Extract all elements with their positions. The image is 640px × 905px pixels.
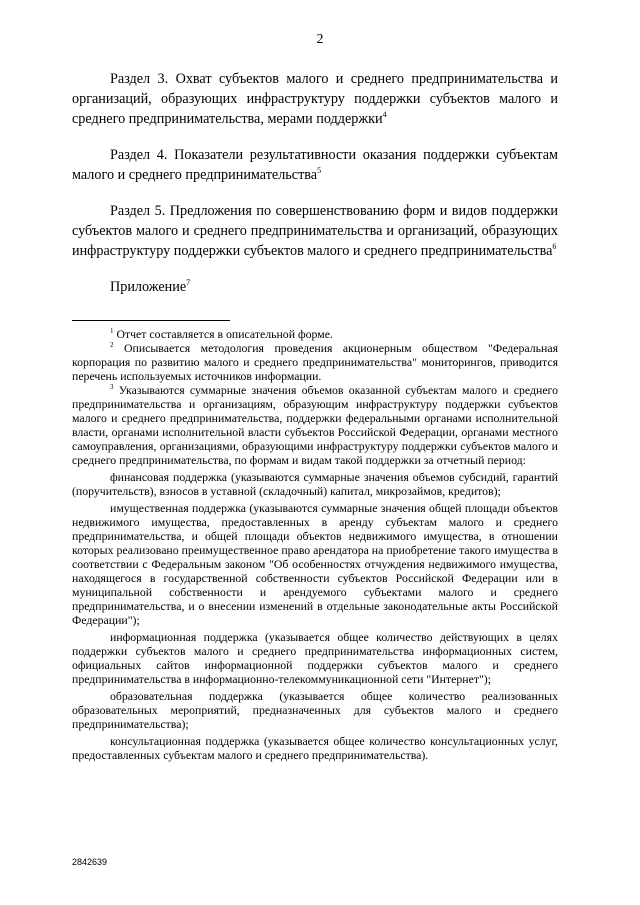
footnote-3-text: Указываются суммарные значения объемов оказанной субъектам малого и среднего предпринимательства и организациям, образующим инфраструктуру поддержки субъектов малого и среднего предпринимательства, поддержки федеральными органами исполнительной власти, органами исполнительной власти субъектов Российской Федерации, органами местного самоуправления, организациями, образующими инфраструктуру поддержки субъектов малого и среднего предпринимательства, по формам и видам такой поддержки за отчетный период: <box>72 383 558 467</box>
support-educational: образовательная поддержка (указывается общее количество реализованных образовательных мероприятий, предназначенных для субъектов малого и среднего предпринимательства); <box>72 689 558 731</box>
footnote-separator <box>72 320 230 321</box>
support-property: имущественная поддержка (указываются суммарные значения общей площади объектов недвижимого имущества, предоставленных в аренду субъектам малого и среднего предпринимательства, и общей площади объектов недвижимого имущества, в отношении которых реализовано преимущественное право арендатора на приобретение такого имущества в соответствии с Федеральным законом "Об особенностях отчуждения недвижимого имущества, находящегося в государственной собственности субъектов Российской Федерации или в муниципальной собственности и арендуемого субъектами малого и среднего предпринимательства, и о внесении изменений в отдельные законодательные акты Российской Федерации"); <box>72 501 558 627</box>
section-3 <box>72 69 558 129</box>
footnote-2 <box>72 341 558 383</box>
page-number: 2 <box>316 32 324 47</box>
footnote-1 <box>72 327 558 341</box>
section-5-text: Раздел 5. Предложения по совершенствованию форм и видов поддержки субъектов малого и среднего предпринимательства и организаций, образующих инфраструктуру поддержки субъектов малого и среднего предпринимательства <box>72 203 558 259</box>
footnote-1-mark: 1 <box>110 327 114 335</box>
footnote-ref-7: 7 <box>186 278 191 287</box>
section-list <box>72 69 558 313</box>
section-4-text: Раздел 4. Показатели результативности оказания поддержки субъектам малого и среднего предпринимательства <box>72 147 558 183</box>
footnote-3-mark: 3 <box>110 383 114 391</box>
appendix-text: Приложение <box>110 279 187 295</box>
footnote-2-text: Описывается методология проведения акционерным обществом "Федеральная корпорация по развитию малого и среднего предпринимательства" мониторингов, приводится перечень используемых источников информации. <box>72 341 558 383</box>
appendix-heading <box>72 277 558 297</box>
footnote-ref-4: 4 <box>382 110 387 119</box>
document-code: 2842639 <box>72 857 108 867</box>
footnote-1-text: Отчет составляется в описательной форме. <box>116 327 333 341</box>
section-4 <box>72 145 558 185</box>
footnote-3 <box>72 383 558 467</box>
footnotes <box>72 327 558 762</box>
support-financial: финансовая поддержка (указываются суммарные значения объемов субсидий, гарантий (поручительств), взносов в уставной (складочный) капитал, микрозаймов, кредитов); <box>72 470 558 498</box>
footnote-2-mark: 2 <box>110 341 114 349</box>
footnote-ref-6: 6 <box>552 242 557 251</box>
section-3-text: Раздел 3. Охват субъектов малого и среднего предпринимательства и организаций, образующих инфраструктуру поддержки субъектов малого и среднего предпринимательства, мерами поддержки <box>72 71 558 127</box>
support-consulting: консультационная поддержка (указывается общее количество консультационных услуг, предоставленных субъектам малого и среднего предпринимательства). <box>72 734 558 762</box>
support-information: информационная поддержка (указывается общее количество действующих в целях поддержки субъектов малого и среднего предпринимательства информационных систем, официальных сайтов информационной поддержки субъектов малого и среднего предпринимательства в информационно-телекоммуникационной сети "Интернет"); <box>72 630 558 686</box>
section-5 <box>72 201 558 261</box>
footnote-ref-5: 5 <box>317 166 322 175</box>
